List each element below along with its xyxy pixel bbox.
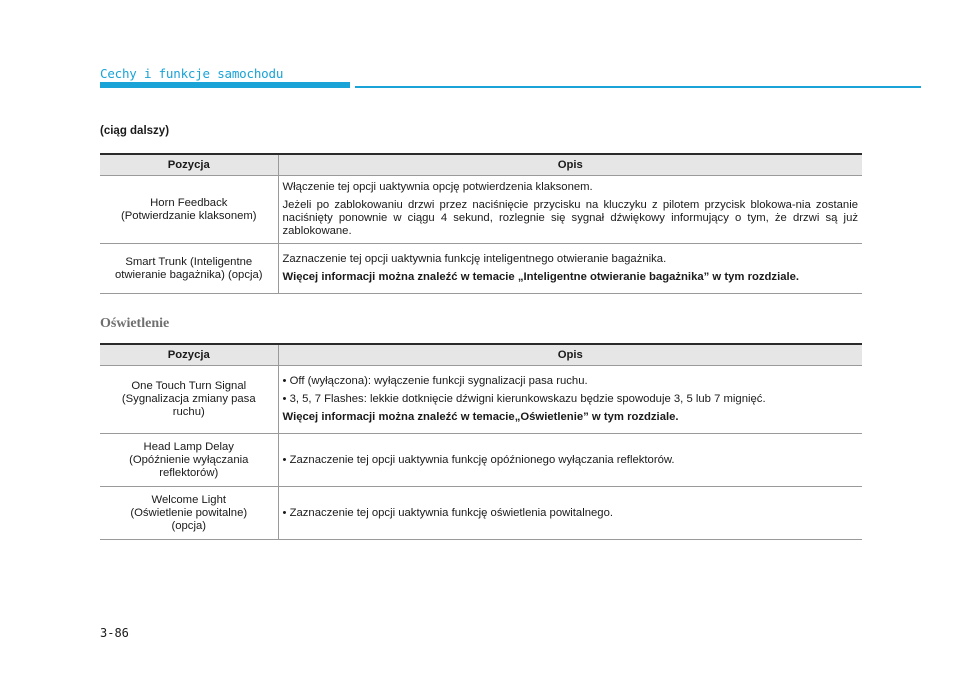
- item-description: [278, 176, 862, 244]
- description-bullet: • Zaznaczenie tej opcji uaktywnia funkcję opóźnionego wyłączania reflektorów.: [282, 453, 675, 466]
- description-text: Włączenie tej opcji uaktywnia opcję potwierdzenia klaksonem.: [282, 181, 593, 193]
- item-name: [100, 487, 278, 540]
- section-title: Oświetlenie: [100, 316, 170, 331]
- description-bullet: • 3, 5, 7 Flashes: lekkie dotknięcie dźwigni kierunkowskazu będzie spowoduje 3, 5 lub 7 mignięć.: [282, 393, 766, 405]
- settings-table-lighting: [100, 343, 862, 540]
- table-row: [100, 176, 862, 244]
- description-text: Jeżeli po zablokowaniu drzwi przez naciśnięcie przycisku na kluczyku z pilotem przycisk blokowa-nia zostanie naciśnięty ponownie w ciągu 4 sekund, rozlegnie się sygnał dźwiękowy informujący o tym, że drzwi są już zablokowane.: [282, 199, 858, 237]
- item-label: Welcome Light (Oświetlenie powitalne) (opcja): [130, 493, 248, 532]
- item-description: [278, 366, 862, 434]
- item-description: [278, 244, 862, 294]
- item-name: [100, 244, 278, 294]
- continued-label: (ciąg dalszy): [100, 125, 170, 137]
- item-name: [100, 366, 278, 434]
- column-header-description: Opis: [278, 344, 862, 366]
- header-rule: [355, 86, 921, 88]
- column-header-item: Pozycja: [100, 154, 278, 176]
- header-accent-bar: [100, 82, 350, 88]
- description-bullet: • Zaznaczenie tej opcji uaktywnia funkcję oświetlenia powitalnego.: [282, 506, 613, 519]
- table-row: [100, 434, 862, 487]
- page-number: 3-86: [100, 626, 129, 640]
- column-header-item: Pozycja: [100, 344, 278, 366]
- table-row: [100, 366, 862, 434]
- description-text: Zaznaczenie tej opcji uaktywnia funkcję inteligentnego otwieranie bagażnika.: [282, 253, 667, 265]
- table-row: [100, 487, 862, 540]
- description-bullet: • Off (wyłączona): wyłączenie funkcji sygnalizacji pasa ruchu.: [282, 375, 588, 387]
- table-header-row: [100, 154, 862, 176]
- table-header-row: [100, 344, 862, 366]
- item-label: Head Lamp Delay (Opóźnienie wyłączania reflektorów): [129, 440, 249, 479]
- item-description: [278, 434, 862, 487]
- item-name: [100, 434, 278, 487]
- item-label: Horn Feedback (Potwierdzanie klaksonem): [120, 196, 257, 222]
- cross-reference-note: Więcej informacji można znaleźć w temacie „Inteligentne otwieranie bagażnika” w tym rozdziale.: [282, 271, 800, 283]
- item-description: [278, 487, 862, 540]
- column-header-description: Opis: [278, 154, 862, 176]
- table-row: [100, 244, 862, 294]
- settings-table-general: [100, 153, 862, 294]
- section-header: Cechy i funkcje samochodu: [100, 66, 284, 81]
- item-label: Smart Trunk (Inteligentne otwieranie bagażnika) (opcja): [114, 255, 263, 281]
- item-label: One Touch Turn Signal (Sygnalizacja zmiany pasa ruchu): [121, 380, 256, 418]
- item-name: [100, 176, 278, 244]
- cross-reference-note: Więcej informacji można znaleźć w temacie„Oświetlenie” w tym rozdziale.: [282, 411, 679, 423]
